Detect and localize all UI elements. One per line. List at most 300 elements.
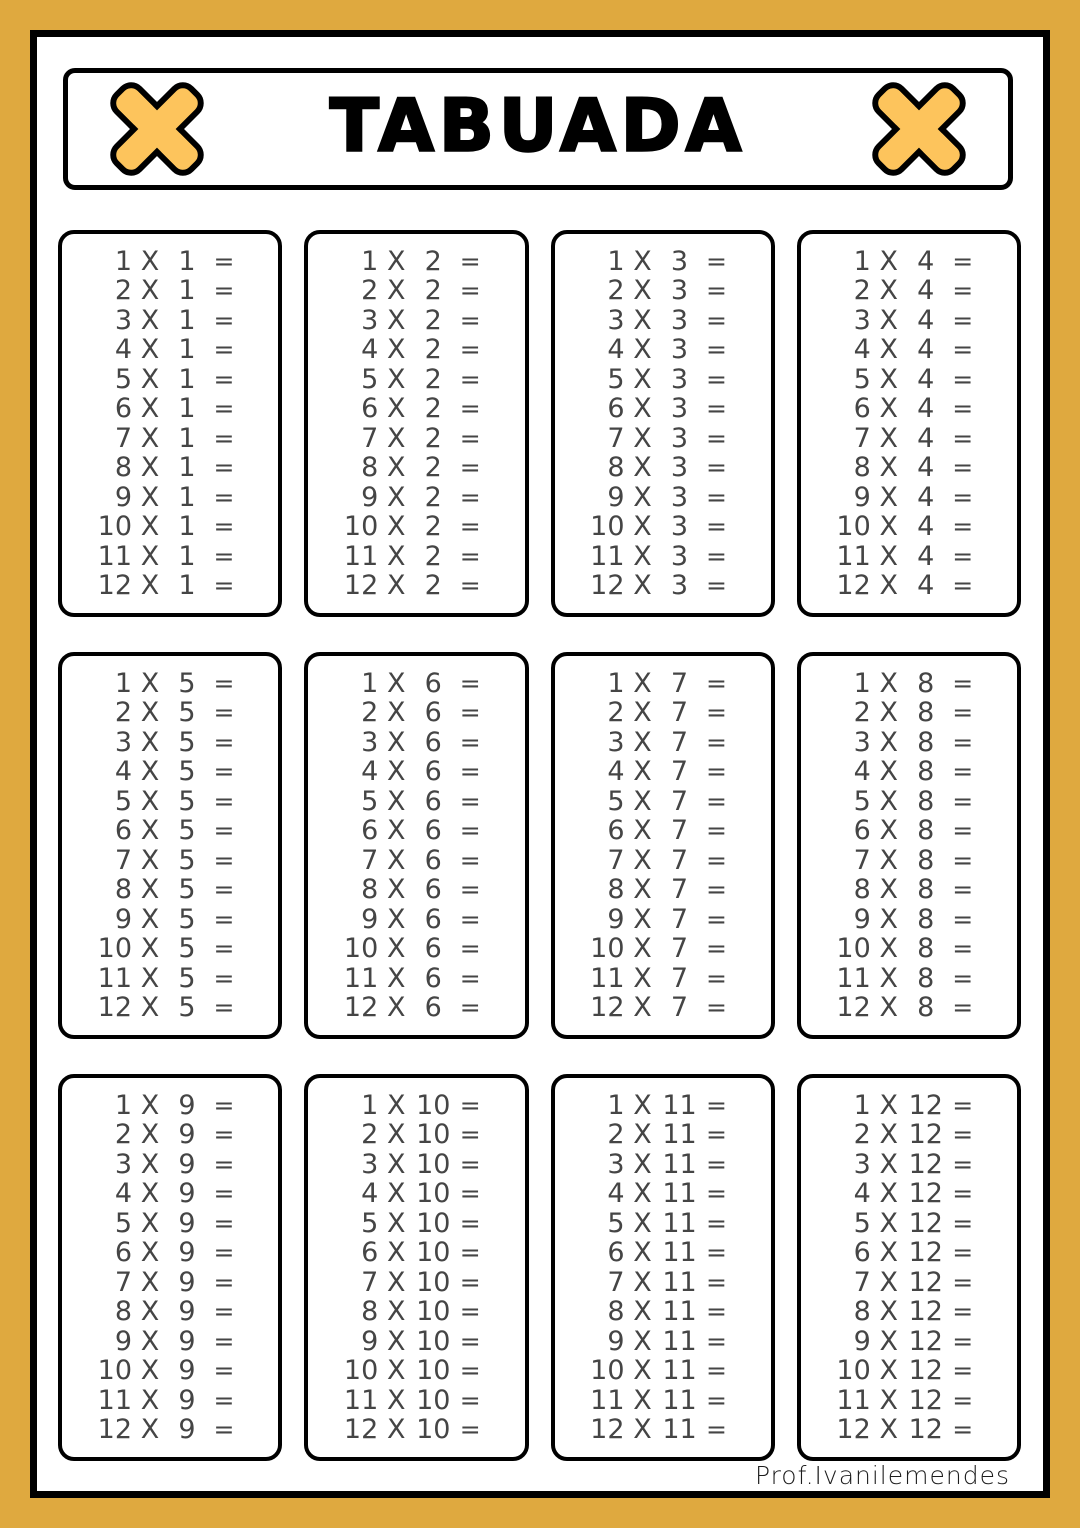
times-symbol: X bbox=[387, 697, 406, 728]
equals-symbol: = bbox=[706, 757, 727, 786]
equation-row bbox=[308, 964, 524, 994]
multiplier: 9 bbox=[178, 1384, 196, 1416]
multiplier: 5 bbox=[178, 785, 196, 817]
multiplicand: 7 bbox=[607, 422, 625, 454]
times-symbol: X bbox=[387, 962, 406, 994]
equation-row bbox=[801, 365, 1017, 395]
equals-symbol: = bbox=[706, 482, 727, 512]
equation-row bbox=[801, 964, 1017, 994]
equation-row bbox=[308, 1091, 524, 1121]
multiplicand: 2 bbox=[853, 1119, 871, 1150]
multiplier: 9 bbox=[178, 1414, 196, 1445]
times-symbol: X bbox=[879, 1384, 898, 1416]
equals-symbol: = bbox=[952, 1385, 974, 1415]
equation-row bbox=[555, 846, 771, 876]
equation-row bbox=[801, 335, 1017, 365]
equation-row bbox=[308, 1268, 524, 1298]
equals-symbol: = bbox=[952, 1120, 974, 1149]
equation-row bbox=[555, 247, 771, 277]
equation-row bbox=[308, 1150, 524, 1180]
equation-row bbox=[801, 276, 1017, 306]
times-symbol: X bbox=[140, 570, 160, 601]
equals-symbol: = bbox=[459, 1090, 481, 1120]
times-symbol: X bbox=[140, 1355, 160, 1386]
multiplier: 7 bbox=[670, 756, 689, 787]
equation-row bbox=[62, 875, 278, 905]
multiplicand: 1 bbox=[607, 667, 625, 699]
multiplicand: 6 bbox=[114, 815, 132, 846]
multiplier: 5 bbox=[178, 815, 196, 846]
equals-symbol: = bbox=[459, 963, 481, 993]
times-table-card bbox=[58, 652, 282, 1039]
multiplier: 11 bbox=[662, 1296, 697, 1327]
equation-row bbox=[801, 1238, 1017, 1268]
multiplier: 11 bbox=[662, 1148, 697, 1180]
equals-symbol: = bbox=[459, 934, 481, 963]
multiplicand: 12 bbox=[836, 570, 871, 601]
equation-row bbox=[308, 453, 524, 483]
equation-row bbox=[801, 1150, 1017, 1180]
multiplicand: 3 bbox=[853, 304, 871, 336]
equation-row bbox=[801, 394, 1017, 424]
times-symbol: X bbox=[140, 874, 160, 905]
multiplicand: 2 bbox=[607, 697, 625, 728]
equals-symbol: = bbox=[952, 904, 974, 934]
equals-symbol: = bbox=[459, 571, 481, 600]
multiplier: 8 bbox=[917, 933, 935, 964]
multiplicand: 8 bbox=[853, 452, 871, 483]
multiplier: 9 bbox=[178, 1296, 196, 1327]
multiplier: 6 bbox=[424, 667, 442, 699]
equals-symbol: = bbox=[213, 875, 235, 904]
equals-symbol: = bbox=[706, 698, 727, 727]
equals-symbol: = bbox=[952, 541, 974, 571]
equation-row bbox=[308, 276, 524, 306]
multiplier: 12 bbox=[908, 1266, 943, 1298]
times-symbol: X bbox=[387, 1414, 406, 1445]
times-symbol: X bbox=[387, 540, 406, 572]
multiplicand: 1 bbox=[114, 1089, 132, 1121]
multiplicand: 6 bbox=[361, 1237, 379, 1268]
multiplicand: 5 bbox=[114, 785, 132, 817]
times-symbol: X bbox=[879, 393, 898, 424]
multiplier: 12 bbox=[908, 1325, 943, 1357]
equation-rows bbox=[308, 247, 524, 601]
multiplier: 9 bbox=[178, 1237, 196, 1268]
multiplicand: 10 bbox=[97, 933, 132, 964]
equation-row bbox=[308, 1327, 524, 1357]
times-table-card bbox=[58, 230, 282, 617]
times-symbol: X bbox=[633, 1414, 652, 1445]
multiplicand: 3 bbox=[361, 726, 379, 758]
times-symbol: X bbox=[140, 1266, 160, 1298]
multiplier: 2 bbox=[424, 540, 442, 572]
equals-symbol: = bbox=[952, 934, 974, 963]
equals-symbol: = bbox=[952, 512, 974, 541]
multiplicand: 11 bbox=[97, 962, 132, 994]
equals-symbol: = bbox=[459, 786, 481, 816]
multiplier: 8 bbox=[917, 962, 935, 994]
multiplicand: 3 bbox=[114, 1148, 132, 1180]
times-symbol: X bbox=[633, 1089, 652, 1121]
multiplicand: 6 bbox=[607, 393, 625, 424]
equals-symbol: = bbox=[213, 571, 235, 600]
multiplicand: 12 bbox=[590, 992, 625, 1023]
times-symbol: X bbox=[633, 1207, 652, 1239]
equation-row bbox=[62, 453, 278, 483]
multiplicand: 9 bbox=[361, 903, 379, 935]
multiplicand: 9 bbox=[114, 481, 132, 513]
multiplier: 3 bbox=[670, 570, 689, 601]
equals-symbol: = bbox=[213, 1385, 235, 1415]
multiplicand: 5 bbox=[114, 363, 132, 395]
equals-symbol: = bbox=[459, 1297, 481, 1326]
equation-row bbox=[308, 1179, 524, 1209]
multiplicand: 4 bbox=[853, 1178, 871, 1209]
footer-credit: Prof.Ivanilemendes bbox=[754, 1461, 1010, 1490]
multiplicand: 3 bbox=[114, 304, 132, 336]
multiplicand: 4 bbox=[114, 1178, 132, 1209]
equation-row bbox=[555, 453, 771, 483]
equation-row bbox=[308, 846, 524, 876]
equation-row bbox=[555, 483, 771, 513]
times-symbol: X bbox=[387, 667, 406, 699]
multiplier: 5 bbox=[178, 903, 196, 935]
equals-symbol: = bbox=[213, 1356, 235, 1385]
equals-symbol: = bbox=[459, 1356, 481, 1385]
multiplier: 7 bbox=[670, 903, 689, 935]
multiplier: 7 bbox=[670, 874, 689, 905]
equation-row bbox=[801, 698, 1017, 728]
multiplicand: 9 bbox=[114, 903, 132, 935]
multiplier: 1 bbox=[178, 422, 196, 454]
multiplicand: 2 bbox=[361, 275, 379, 306]
equation-row bbox=[62, 542, 278, 572]
equation-rows bbox=[555, 669, 771, 1023]
multiplicand: 11 bbox=[590, 962, 625, 994]
times-symbol: X bbox=[879, 422, 898, 454]
multiplier: 6 bbox=[424, 844, 442, 876]
equation-row bbox=[62, 1179, 278, 1209]
multiplier: 12 bbox=[908, 1089, 943, 1121]
equation-row bbox=[308, 905, 524, 935]
equation-row bbox=[308, 993, 524, 1023]
times-symbol: X bbox=[387, 1207, 406, 1239]
multiplicand: 12 bbox=[97, 992, 132, 1023]
times-symbol: X bbox=[879, 1355, 898, 1386]
multiplier: 3 bbox=[670, 363, 689, 395]
multiplicand: 8 bbox=[114, 1296, 132, 1327]
equals-symbol: = bbox=[706, 1090, 727, 1120]
title-banner bbox=[63, 68, 1013, 190]
multiplier: 1 bbox=[178, 363, 196, 395]
equals-symbol: = bbox=[952, 1415, 974, 1444]
equals-symbol: = bbox=[706, 512, 727, 541]
equation-row bbox=[62, 698, 278, 728]
equation-row bbox=[62, 424, 278, 454]
multiplier: 7 bbox=[670, 667, 689, 699]
multiplier: 2 bbox=[424, 452, 442, 483]
multiplicand: 6 bbox=[114, 393, 132, 424]
equation-row bbox=[801, 571, 1017, 601]
times-symbol: X bbox=[879, 933, 898, 964]
equation-row bbox=[801, 669, 1017, 699]
equals-symbol: = bbox=[706, 727, 727, 757]
multiplier: 9 bbox=[178, 1178, 196, 1209]
equation-rows bbox=[555, 247, 771, 601]
equals-symbol: = bbox=[459, 335, 481, 364]
times-symbol: X bbox=[633, 1237, 652, 1268]
equals-symbol: = bbox=[213, 904, 235, 934]
multiplicand: 2 bbox=[361, 1119, 379, 1150]
multiplier: 6 bbox=[424, 903, 442, 935]
equals-symbol: = bbox=[706, 963, 727, 993]
equals-symbol: = bbox=[459, 845, 481, 875]
times-symbol: X bbox=[879, 570, 898, 601]
times-symbol: X bbox=[879, 1237, 898, 1268]
equation-rows bbox=[62, 247, 278, 601]
times-symbol: X bbox=[387, 393, 406, 424]
multiplier: 2 bbox=[424, 422, 442, 454]
equation-row bbox=[555, 1120, 771, 1150]
equation-row bbox=[801, 1356, 1017, 1386]
times-symbol: X bbox=[633, 334, 652, 365]
equation-row bbox=[62, 365, 278, 395]
multiplier: 4 bbox=[917, 570, 935, 601]
multiplicand: 9 bbox=[853, 1325, 871, 1357]
multiplier: 10 bbox=[416, 1089, 451, 1121]
multiplier: 4 bbox=[917, 422, 935, 454]
multiplicand: 7 bbox=[607, 1266, 625, 1298]
times-symbol: X bbox=[633, 933, 652, 964]
multiplier: 11 bbox=[662, 1355, 697, 1386]
equals-symbol: = bbox=[952, 423, 974, 453]
multiplicand: 12 bbox=[590, 570, 625, 601]
times-symbol: X bbox=[879, 275, 898, 306]
times-symbol: X bbox=[633, 481, 652, 513]
times-symbol: X bbox=[387, 1266, 406, 1298]
equation-row bbox=[308, 1238, 524, 1268]
equation-row bbox=[62, 816, 278, 846]
equals-symbol: = bbox=[213, 512, 235, 541]
equals-symbol: = bbox=[952, 875, 974, 904]
times-symbol: X bbox=[140, 1119, 160, 1150]
multiplier: 6 bbox=[424, 933, 442, 964]
times-symbol: X bbox=[633, 393, 652, 424]
times-symbol: X bbox=[633, 992, 652, 1023]
multiplier: 3 bbox=[670, 540, 689, 572]
multiplier: 1 bbox=[178, 452, 196, 483]
times-symbol: X bbox=[140, 1178, 160, 1209]
equation-row bbox=[801, 757, 1017, 787]
equation-row bbox=[555, 669, 771, 699]
multiplicand: 11 bbox=[343, 962, 379, 994]
multiplier: 7 bbox=[670, 933, 689, 964]
multiplicand: 4 bbox=[853, 334, 871, 365]
equals-symbol: = bbox=[706, 1385, 727, 1415]
multiplier: 1 bbox=[178, 570, 196, 601]
equals-symbol: = bbox=[706, 993, 727, 1022]
equation-row bbox=[308, 669, 524, 699]
multiplicand: 10 bbox=[97, 1355, 132, 1386]
multiplier: 11 bbox=[662, 1237, 697, 1268]
multiplier: 8 bbox=[917, 903, 935, 935]
equation-row bbox=[801, 247, 1017, 277]
times-symbol: X bbox=[879, 452, 898, 483]
times-symbol: X bbox=[387, 1178, 406, 1209]
equals-symbol: = bbox=[706, 276, 727, 305]
multiplier: 9 bbox=[178, 1266, 196, 1298]
multiplicand: 7 bbox=[114, 422, 132, 454]
times-symbol: X bbox=[879, 697, 898, 728]
times-symbol: X bbox=[387, 1296, 406, 1327]
equation-row bbox=[308, 542, 524, 572]
times-symbol: X bbox=[387, 511, 406, 542]
times-symbol: X bbox=[387, 1119, 406, 1150]
equation-row bbox=[62, 787, 278, 817]
times-symbol: X bbox=[140, 1296, 160, 1327]
multiplier: 11 bbox=[662, 1414, 697, 1445]
times-symbol: X bbox=[140, 393, 160, 424]
times-symbol: X bbox=[633, 697, 652, 728]
equals-symbol: = bbox=[213, 1179, 235, 1208]
equation-row bbox=[62, 512, 278, 542]
equals-symbol: = bbox=[952, 1326, 974, 1356]
multiplier: 12 bbox=[908, 1178, 943, 1209]
multiplicand: 12 bbox=[836, 992, 871, 1023]
multiplicand: 11 bbox=[836, 962, 871, 994]
multiplier: 9 bbox=[178, 1207, 196, 1239]
multiplicand: 8 bbox=[607, 452, 625, 483]
multiplier: 2 bbox=[424, 511, 442, 542]
multiplier: 6 bbox=[424, 962, 442, 994]
multiplier: 1 bbox=[178, 275, 196, 306]
multiplicand: 1 bbox=[361, 667, 379, 699]
multiplicand: 6 bbox=[607, 815, 625, 846]
times-symbol: X bbox=[140, 363, 160, 395]
equals-symbol: = bbox=[213, 845, 235, 875]
multiplier: 3 bbox=[670, 245, 689, 277]
equation-row bbox=[801, 993, 1017, 1023]
times-table-card bbox=[551, 1074, 775, 1461]
multiplier: 6 bbox=[424, 815, 442, 846]
equals-symbol: = bbox=[952, 394, 974, 423]
multiplicand: 3 bbox=[114, 726, 132, 758]
equals-symbol: = bbox=[213, 934, 235, 963]
equals-symbol: = bbox=[459, 453, 481, 482]
equation-row bbox=[308, 483, 524, 513]
equals-symbol: = bbox=[213, 1090, 235, 1120]
times-symbol: X bbox=[879, 874, 898, 905]
multiplier: 8 bbox=[917, 697, 935, 728]
multiplicand: 11 bbox=[97, 1384, 132, 1416]
equation-row bbox=[308, 728, 524, 758]
equation-row bbox=[62, 1150, 278, 1180]
equation-row bbox=[555, 698, 771, 728]
equation-row bbox=[308, 571, 524, 601]
multiplier: 4 bbox=[917, 363, 935, 395]
multiplier: 9 bbox=[178, 1355, 196, 1386]
equation-row bbox=[555, 934, 771, 964]
multiplicand: 8 bbox=[853, 1296, 871, 1327]
multiplier: 8 bbox=[917, 785, 935, 817]
equals-symbol: = bbox=[952, 993, 974, 1022]
equation-row bbox=[555, 306, 771, 336]
equals-symbol: = bbox=[213, 541, 235, 571]
times-symbol: X bbox=[879, 785, 898, 817]
equation-row bbox=[308, 335, 524, 365]
times-table-card bbox=[551, 652, 775, 1039]
equals-symbol: = bbox=[706, 845, 727, 875]
multiplicand: 9 bbox=[607, 481, 625, 513]
equals-symbol: = bbox=[706, 1208, 727, 1238]
times-symbol: X bbox=[387, 334, 406, 365]
equals-symbol: = bbox=[706, 423, 727, 453]
equals-symbol: = bbox=[459, 1149, 481, 1179]
multiplicand: 1 bbox=[114, 245, 132, 277]
times-symbol: X bbox=[387, 1355, 406, 1386]
equals-symbol: = bbox=[213, 394, 235, 423]
multiplier: 1 bbox=[178, 393, 196, 424]
multiplier: 2 bbox=[424, 570, 442, 601]
multiplicand: 9 bbox=[361, 481, 379, 513]
equation-row bbox=[62, 1415, 278, 1445]
equation-row bbox=[62, 1297, 278, 1327]
multiplier: 6 bbox=[424, 756, 442, 787]
equation-row bbox=[801, 306, 1017, 336]
times-symbol: X bbox=[633, 540, 652, 572]
multiplicand: 12 bbox=[97, 570, 132, 601]
equation-row bbox=[62, 247, 278, 277]
times-symbol: X bbox=[140, 844, 160, 876]
equals-symbol: = bbox=[706, 1120, 727, 1149]
multiplicand: 9 bbox=[853, 903, 871, 935]
equation-row bbox=[801, 728, 1017, 758]
equals-symbol: = bbox=[952, 845, 974, 875]
multiplicand: 1 bbox=[853, 667, 871, 699]
times-symbol: X bbox=[633, 1296, 652, 1327]
multiplier: 8 bbox=[917, 756, 935, 787]
multiplier: 12 bbox=[908, 1355, 943, 1386]
times-symbol: X bbox=[879, 844, 898, 876]
times-symbol: X bbox=[633, 756, 652, 787]
times-symbol: X bbox=[633, 903, 652, 935]
equation-rows bbox=[62, 1091, 278, 1445]
multiplicand: 8 bbox=[114, 452, 132, 483]
times-symbol: X bbox=[879, 667, 898, 699]
times-symbol: X bbox=[633, 363, 652, 395]
multiplier: 1 bbox=[178, 540, 196, 572]
equals-symbol: = bbox=[459, 1415, 481, 1444]
times-symbol: X bbox=[387, 1148, 406, 1180]
times-symbol: X bbox=[387, 726, 406, 758]
equals-symbol: = bbox=[459, 276, 481, 305]
multiplier: 7 bbox=[670, 815, 689, 846]
equals-symbol: = bbox=[706, 453, 727, 482]
times-symbol: X bbox=[140, 511, 160, 542]
equals-symbol: = bbox=[459, 1326, 481, 1356]
times-symbol: X bbox=[879, 1414, 898, 1445]
times-symbol: X bbox=[387, 570, 406, 601]
multiplicand: 5 bbox=[607, 363, 625, 395]
equals-symbol: = bbox=[706, 305, 727, 335]
multiplier: 10 bbox=[416, 1178, 451, 1209]
multiplier: 1 bbox=[178, 245, 196, 277]
equals-symbol: = bbox=[459, 1208, 481, 1238]
equals-symbol: = bbox=[459, 1120, 481, 1149]
multiplication-cross-icon bbox=[104, 78, 210, 180]
multiplicand: 12 bbox=[343, 992, 379, 1023]
